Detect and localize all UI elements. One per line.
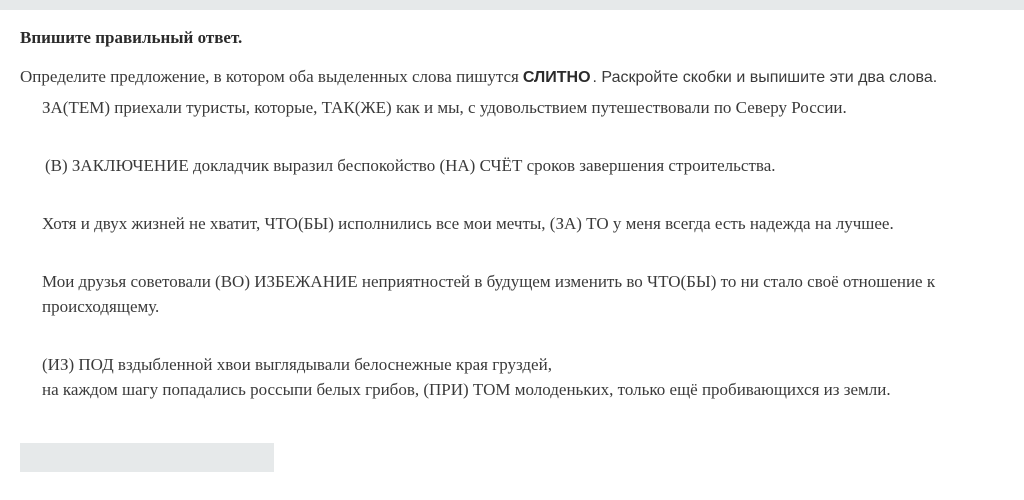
task-text-before: Определите предложение, в котором оба выделенных слова пишутся xyxy=(20,67,519,86)
option-1: ЗА(ТЕМ) приехали туристы, которые, ТАК(ЖЕ) как и мы, с удовольствием путешествовали по Северу России. xyxy=(42,98,847,117)
task-text-after: . Раскройте скобки и выпишите эти два слова. xyxy=(592,69,938,86)
answer-input[interactable] xyxy=(20,443,274,472)
instruction-text: Впишите правильный ответ. xyxy=(20,28,243,47)
task-text xyxy=(20,67,1010,87)
option-5-line-1: (ИЗ) ПОД вздыбленной хвои выглядывали белоснежные края груздей, xyxy=(42,355,552,374)
top-bar xyxy=(0,0,1024,10)
task-emphasis: СЛИТНО xyxy=(522,69,591,86)
option-5 xyxy=(42,352,1007,402)
option-5-line-2: на каждом шагу попадались россыпи белых грибов, (ПРИ) ТОМ молоденьких, только ещё пробивающихся из земли. xyxy=(42,380,891,399)
option-3: Хотя и двух жизней не хватит, ЧТО(БЫ) исполнились все мои мечты, (ЗА) ТО у меня всегда есть надежда на лучшее. xyxy=(42,214,894,233)
option-4: Мои друзья советовали (ВО) ИЗБЕЖАНИЕ неприятностей в будущем изменить во ЧТО(БЫ) то ни стало своё отношение к происходящему. xyxy=(42,272,936,316)
option-2: (В) ЗАКЛЮЧЕНИЕ докладчик выразил беспокойство (НА) СЧЁТ сроков завершения строительства. xyxy=(45,156,776,175)
